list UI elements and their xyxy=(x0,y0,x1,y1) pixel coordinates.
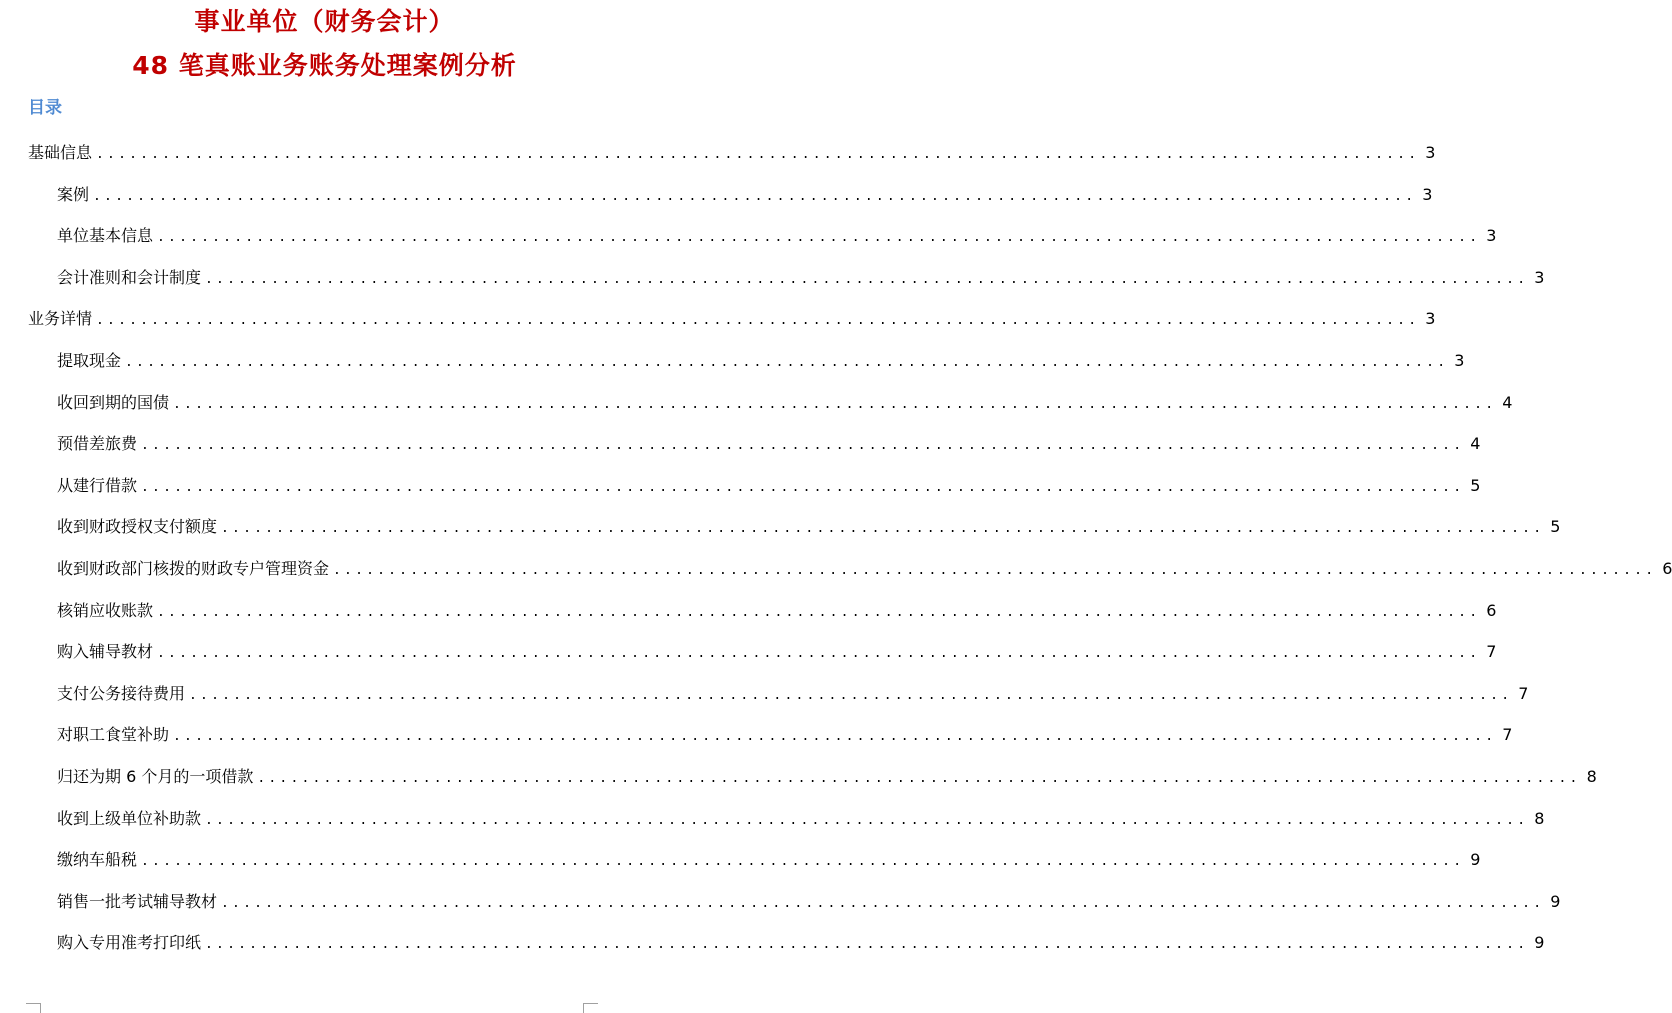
toc-page-number: 7 xyxy=(1518,684,1529,703)
toc-entry-label: 会计准则和会计制度 xyxy=(57,268,202,287)
toc-page-number: 5 xyxy=(1470,476,1481,495)
toc-entry-label: 从建行借款 xyxy=(57,476,138,495)
toc-entry-label: 预借差旅费 xyxy=(57,434,138,453)
toc-leader-dots: ........................................................................................................................ xyxy=(173,729,1497,744)
toc-leader-dots: ........................................................................................................................ xyxy=(96,147,1420,162)
toc-entry-label: 归还为期 6 个月的一项借款 xyxy=(57,767,254,786)
toc-entry-label: 对职工食堂补助 xyxy=(57,725,170,744)
page-corner-mark-left xyxy=(26,1003,41,1013)
toc-page-number: 3 xyxy=(1422,185,1433,204)
toc-page-number: 3 xyxy=(1425,143,1436,162)
toc-leader-dots: ........................................................................................................................ xyxy=(333,563,1657,578)
toc-heading: 目录 xyxy=(28,98,62,118)
toc-entry-label: 收到财政部门核拨的财政专户管理资金 xyxy=(57,559,330,578)
toc-page-number: 7 xyxy=(1486,642,1497,661)
toc-leader-dots: ........................................................................................................................ xyxy=(141,480,1465,495)
toc-page-number: 4 xyxy=(1470,434,1481,453)
toc-entry-label: 业务详情 xyxy=(28,309,93,328)
toc-subsection-entry[interactable] xyxy=(57,350,1465,374)
toc-subsection-entry[interactable] xyxy=(57,683,1529,707)
toc-entry-label: 购入辅导教材 xyxy=(57,642,154,661)
toc-page-number: 3 xyxy=(1534,268,1545,287)
toc-subsection-entry[interactable] xyxy=(57,849,1481,873)
toc-page-number: 9 xyxy=(1470,850,1481,869)
toc-subsection-entry[interactable] xyxy=(57,932,1545,956)
toc-subsection-entry[interactable] xyxy=(57,475,1481,499)
toc-entry-label: 收回到期的国债 xyxy=(57,393,170,412)
toc-page-number: 6 xyxy=(1662,559,1672,578)
toc-leader-dots: ........................................................................................................................ xyxy=(221,521,1545,536)
toc-subsection-entry[interactable] xyxy=(57,433,1481,457)
toc-leader-dots: ........................................................................................................................ xyxy=(173,397,1497,412)
toc-leader-dots: ........................................................................................................................ xyxy=(189,688,1513,703)
toc-entry-label: 核销应收账款 xyxy=(57,601,154,620)
toc-page-number: 3 xyxy=(1486,226,1497,245)
toc-subsection-entry[interactable] xyxy=(57,558,1672,582)
toc-subsection-entry[interactable] xyxy=(57,267,1545,291)
toc-page-number: 3 xyxy=(1425,309,1436,328)
toc-page-number: 7 xyxy=(1502,725,1513,744)
toc-leader-dots: ........................................................................................................................ xyxy=(125,355,1449,370)
toc-entry-label: 案例 xyxy=(57,185,90,204)
toc-subsection-entry[interactable] xyxy=(57,225,1497,249)
toc-leader-dots: ........................................................................................................................ xyxy=(141,438,1465,453)
toc-subsection-entry[interactable] xyxy=(57,516,1561,540)
toc-subsection-entry[interactable] xyxy=(57,600,1497,624)
toc-subsection-entry[interactable] xyxy=(57,641,1497,665)
toc-subsection-entry[interactable] xyxy=(57,724,1513,748)
toc-leader-dots: ........................................................................................................................ xyxy=(221,896,1545,911)
toc-page-number: 4 xyxy=(1502,393,1513,412)
toc-page-number: 8 xyxy=(1586,767,1597,786)
toc-subsection-entry[interactable] xyxy=(57,808,1545,832)
document-title-line2: 48 笔真账业务账务处理案例分析 xyxy=(132,51,517,80)
toc-entry-label: 销售一批考试辅导教材 xyxy=(57,892,218,911)
toc-leader-dots: ........................................................................................................................ xyxy=(157,646,1481,661)
toc-entry-label: 购入专用准考打印纸 xyxy=(57,933,202,952)
toc-section-entry[interactable] xyxy=(28,142,1436,166)
toc-page-number: 6 xyxy=(1486,601,1497,620)
toc-subsection-entry[interactable] xyxy=(57,766,1597,790)
toc-entry-label: 基础信息 xyxy=(28,143,93,162)
toc-leader-dots: ........................................................................................................................ xyxy=(257,771,1581,786)
toc-page-number: 9 xyxy=(1550,892,1561,911)
toc-page-number: 8 xyxy=(1534,809,1545,828)
toc-entry-label: 收到上级单位补助款 xyxy=(57,809,202,828)
document-title-line1: 事业单位（财务会计） xyxy=(194,7,455,36)
toc-leader-dots: ........................................................................................................................ xyxy=(141,854,1465,869)
toc-entry-label: 支付公务接待费用 xyxy=(57,684,186,703)
toc-leader-dots: ........................................................................................................................ xyxy=(96,313,1420,328)
toc-subsection-entry[interactable] xyxy=(57,891,1561,915)
toc-leader-dots: ........................................................................................................................ xyxy=(205,937,1529,952)
toc-entry-label: 单位基本信息 xyxy=(57,226,154,245)
page-corner-mark-right xyxy=(583,1003,598,1013)
toc-subsection-entry[interactable] xyxy=(57,392,1513,416)
toc-entry-label: 收到财政授权支付额度 xyxy=(57,517,218,536)
toc-page-number: 5 xyxy=(1550,517,1561,536)
toc-leader-dots: ........................................................................................................................ xyxy=(157,230,1481,245)
toc-leader-dots: ........................................................................................................................ xyxy=(205,272,1529,287)
toc-entry-label: 提取现金 xyxy=(57,351,122,370)
toc-page-number: 3 xyxy=(1454,351,1465,370)
toc-subsection-entry[interactable] xyxy=(57,184,1433,208)
toc-page-number: 9 xyxy=(1534,933,1545,952)
toc-leader-dots: ........................................................................................................................ xyxy=(205,813,1529,828)
toc-leader-dots: ........................................................................................................................ xyxy=(157,605,1481,620)
toc-section-entry[interactable] xyxy=(28,308,1436,332)
toc-entry-label: 缴纳车船税 xyxy=(57,850,138,869)
toc-leader-dots: ........................................................................................................................ xyxy=(93,189,1417,204)
